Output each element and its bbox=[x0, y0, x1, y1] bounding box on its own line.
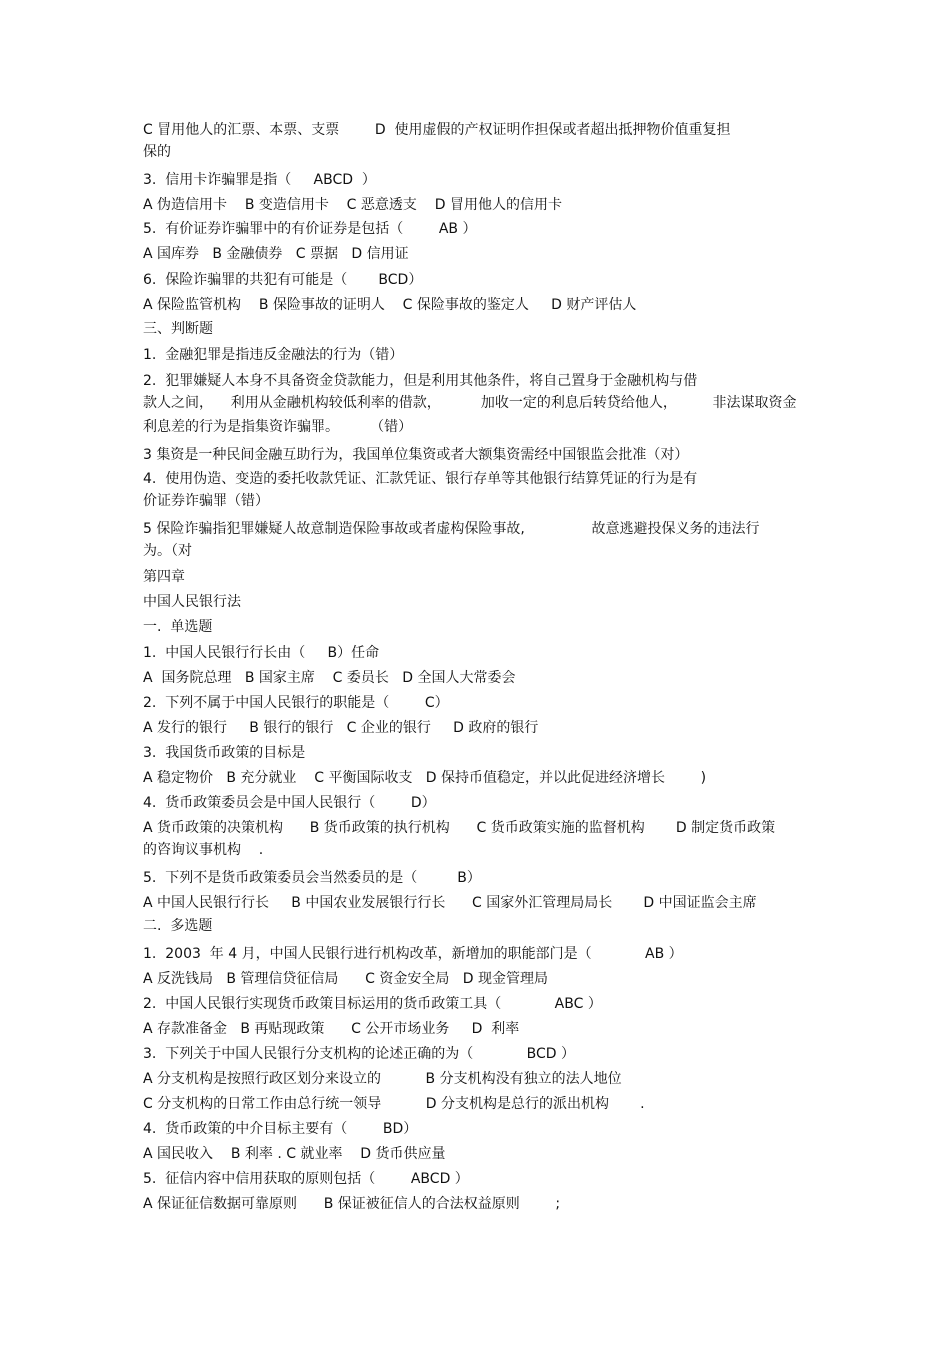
text-line: A 伪造信用卡 B 变造信用卡 C 恶意透支 D 冒用他人的信用卡 bbox=[143, 197, 562, 213]
text-line: A 分支机构是按照行政区划分来设立的 B 分支机构没有独立的法人地位 bbox=[143, 1071, 622, 1087]
text-line: 的咨询议事机构 . bbox=[143, 842, 264, 858]
text-line: A 存款准备金 B 再贴现政策 C 公开市场业务 D 利率 bbox=[143, 1021, 520, 1037]
text-line: 5. 征信内容中信用获取的原则包括（ ABCD ） bbox=[143, 1171, 469, 1187]
text-line: 3. 信用卡诈骗罪是指（ ABCD ） bbox=[143, 172, 376, 188]
text-line: 2. 中国人民银行实现货币政策目标运用的货币政策工具（ ABC ） bbox=[143, 996, 602, 1012]
text-line: 三、判断题 bbox=[143, 321, 213, 337]
text-line: 4. 货币政策的中介目标主要有（ BD） bbox=[143, 1121, 418, 1137]
text-line: 1. 中国人民银行行长由（ B）任命 bbox=[143, 645, 380, 661]
text-line: 5. 下列不是货币政策委员会当然委员的是（ B） bbox=[143, 870, 481, 886]
text-line: A 稳定物价 B 充分就业 C 平衡国际收支 D 保持币值稳定，并以此促进经济增长 ) bbox=[143, 770, 707, 786]
text-line: 6. 保险诈骗罪的共犯有可能是（ BCD） bbox=[143, 272, 423, 288]
text-line: 1. 金融犯罪是指违反金融法的行为（错） bbox=[143, 347, 404, 363]
text-line: 2. 下列不属于中国人民银行的职能是（ C） bbox=[143, 695, 449, 711]
text-line: A 国民收入 B 利率 . C 就业率 D 货币供应量 bbox=[143, 1146, 446, 1162]
text-line: A 国库券 B 金融债券 C 票据 D 信用证 bbox=[143, 246, 409, 262]
text-line: 3. 下列关于中国人民银行分支机构的论述正确的为（ BCD ） bbox=[143, 1046, 576, 1062]
text-line: A 保证征信数据可靠原则 B 保证被征信人的合法权益原则 ; bbox=[143, 1196, 561, 1212]
text-line: 利息差的行为是指集资诈骗罪。 （错） bbox=[143, 419, 413, 435]
text-line: 二. 多选题 bbox=[143, 918, 213, 934]
text-line: 1. 2003 年 4 月，中国人民银行进行机构改革，新增加的职能部门是（ AB ） bbox=[143, 946, 683, 962]
text-line: 中国人民银行法 bbox=[143, 594, 241, 610]
text-line: 4. 使用伪造、变造的委托收款凭证、汇款凭证、银行存单等其他银行结算凭证的行为是有 bbox=[143, 471, 698, 487]
text-line: C 冒用他人的汇票、本票、支票 D 使用虚假的产权证明作担保或者超出抵押物价值重复担 bbox=[143, 122, 731, 138]
text-line: 价证券诈骗罪（错） bbox=[143, 493, 269, 509]
text-line: A 发行的银行 B 银行的银行 C 企业的银行 D 政府的银行 bbox=[143, 720, 539, 736]
text-line: 4. 货币政策委员会是中国人民银行（ D） bbox=[143, 795, 436, 811]
text-line: C 分支机构的日常工作由总行统一领导 D 分支机构是总行的派出机构 . bbox=[143, 1096, 645, 1112]
text-line: A 中国人民银行行长 B 中国农业发展银行行长 C 国家外汇管理局局长 D 中国证监会主席 bbox=[143, 895, 757, 911]
text-line: A 反洗钱局 B 管理信贷征信局 C 资金安全局 D 现金管理局 bbox=[143, 971, 548, 987]
text-line: A 货币政策的决策机构 B 货币政策的执行机构 C 货币政策实施的监督机构 D 制定货币政策 bbox=[143, 820, 776, 836]
text-line: 一. 单选题 bbox=[143, 619, 213, 635]
text-line: 保的 bbox=[143, 144, 171, 160]
text-line: 5. 有价证券诈骗罪中的有价证券是包括（ AB ） bbox=[143, 221, 477, 237]
text-line: 3. 我国货币政策的目标是 bbox=[143, 745, 306, 761]
text-line: 款人之间， 利用从金融机构较低利率的借款， 加收一定的利息后转贷给他人， 非法谋取资金 bbox=[143, 395, 797, 411]
text-line: 为。（对 bbox=[143, 543, 192, 559]
text-line: A 国务院总理 B 国家主席 C 委员长 D 全国人大常委会 bbox=[143, 670, 516, 686]
text-line: 3 集资是一种民间金融互助行为，我国单位集资或者大额集资需经中国银监会批准（对） bbox=[143, 447, 689, 463]
text-line: 2. 犯罪嫌疑人本身不具备资金贷款能力，但是利用其他条件，将自己置身于金融机构与借 bbox=[143, 373, 698, 389]
text-line: 5 保险诈骗指犯罪嫌疑人故意制造保险事故或者虚构保险事故, 故意逃避投保义务的违法行 bbox=[143, 521, 760, 537]
text-line: A 保险监管机构 B 保险事故的证明人 C 保险事故的鉴定人 D 财产评估人 bbox=[143, 297, 637, 313]
text-line: 第四章 bbox=[143, 569, 185, 585]
